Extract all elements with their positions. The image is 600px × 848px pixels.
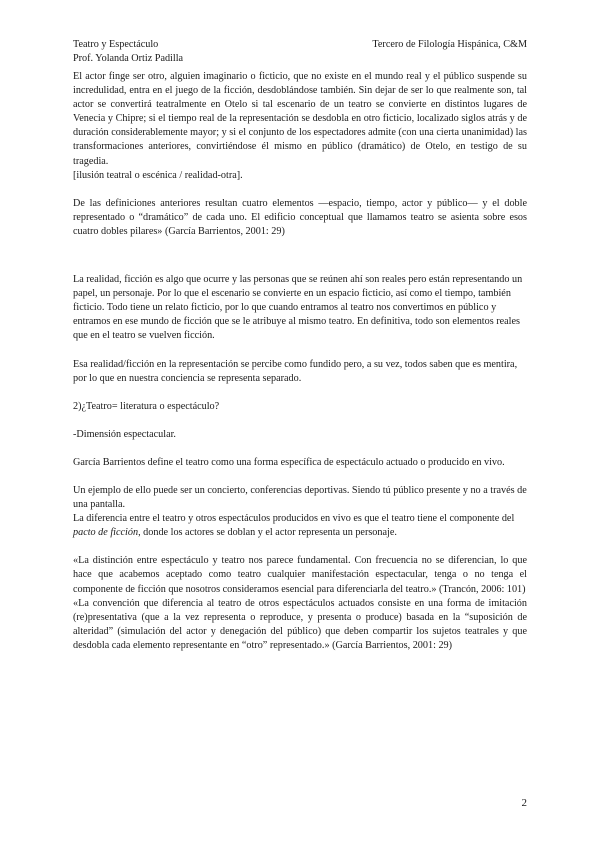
- difference-text-start: La diferencia entre el teatro y otros espectáculos producidos en vivo es que el teatro tiene el componente del: [73, 513, 515, 525]
- section-subheading: -Dimensión espectacular.: [73, 428, 176, 440]
- header-right: Tercero de Filología Hispánica, C&M: [372, 39, 527, 50]
- paragraph-difference: [73, 512, 527, 540]
- course-title: Teatro y Espectáculo: [73, 39, 159, 50]
- paragraph-note: [ilusión teatral o escénica / realidad-otra].: [73, 169, 243, 181]
- difference-italic-term: pacto de ficción: [73, 527, 139, 539]
- paragraph-fused: Esa realidad/ficción en la representación se percibe como fundido pero, a su vez, todos saben que es mentira, por lo que en nuestra conciencia se representa separado.: [73, 358, 518, 384]
- paragraph-definition: García Barrientos define el teatro como una forma específica de espectáculo actuado o producido en vivo.: [73, 456, 505, 468]
- paragraph-quote-otelo: El actor finge ser otro, alguien imaginario o ficticio, que no existe en el mundo real y el público suspende su incredulidad, entra en el juego de la ficción, desdoblándose también. Sin dejar de ser lo que realmente son, tal actor se convertirá teatralmente en Otelo si tal escenario de un teatro se convierte en distintos lugares de Venecia y Chipre; si el tiempo real de la representación se desdobla en otro ficticio, localizado siglos atrás y de duración considerablemente mayor; y si el conjunto de los espectadores admite (con una cierta unanimidad) las transformaciones anteriores, convirtiéndose él mismo en público (dramático) de Otelo, en testigo de su tragedia.: [73, 71, 527, 167]
- paragraph-example: Un ejemplo de ello puede ser un concierto, conferencias deportivas. Siendo tú público presente y no a través de una pantalla.: [73, 484, 527, 511]
- professor-name: Prof. Yolanda Ortiz Padilla: [73, 53, 184, 64]
- paragraph-quote-trancon: «La distinción entre espectáculo y teatro nos parece fundamental. Con frecuencia no se diferencian, lo que hace que acabemos aceptado como teatro cualquier manifestación espectacular, tenga o no tenga el componente de ficción que nosotros consideramos esencial para diferenciarla del teatro.» (Trancón, 2006: 101): [73, 555, 527, 595]
- body-text: [73, 70, 527, 653]
- paragraph-reality-fiction: La realidad, ficción es algo que ocurre y las personas que se reúnen ahí son reales pero están representando un papel, un personaje. Por lo que el escenario se convierte en un espacio ficticio, así como el tiempo, también ficticio. Todo tiene un relato ficticio, por lo que cuando entramos al teatro nos convertimos en público y entramos en ese mundo de ficción que se le atribuye al mismo teatro. En definitiva, todo son elementos reales que en el teatro se vuelven ficción.: [73, 274, 523, 342]
- header-left: [73, 38, 183, 66]
- section-heading-question: 2)¿Teatro= literatura o espectáculo?: [73, 400, 220, 412]
- paragraph-four-elements: De las definiciones anteriores resultan cuatro elementos —espacio, tiempo, actor y público— y el doble representado o “dramático” de cada uno. El edificio conceptual que llamamos teatro se asienta sobre esos cuatro dobles pilares» (García Barrientos, 2001: 29): [73, 197, 527, 237]
- page-number: 2: [521, 797, 527, 809]
- paragraph-quote-garcia: «La convención que diferencia al teatro de otros espectáculos actuados consiste en una forma de imitación (re)presentativa (que a la vez representa o reproduce, y presenta o produce) basada en la “suposición de alteridad” (simulación del actor y denegación del público) que deben compartir los sujetos teatrales y que desdobla cada elemento representante en “otro” representado.» (García Barrientos, 2001: 29): [73, 597, 527, 651]
- difference-text-end: , donde los actores se doblan y el actor representa un personaje.: [138, 527, 397, 539]
